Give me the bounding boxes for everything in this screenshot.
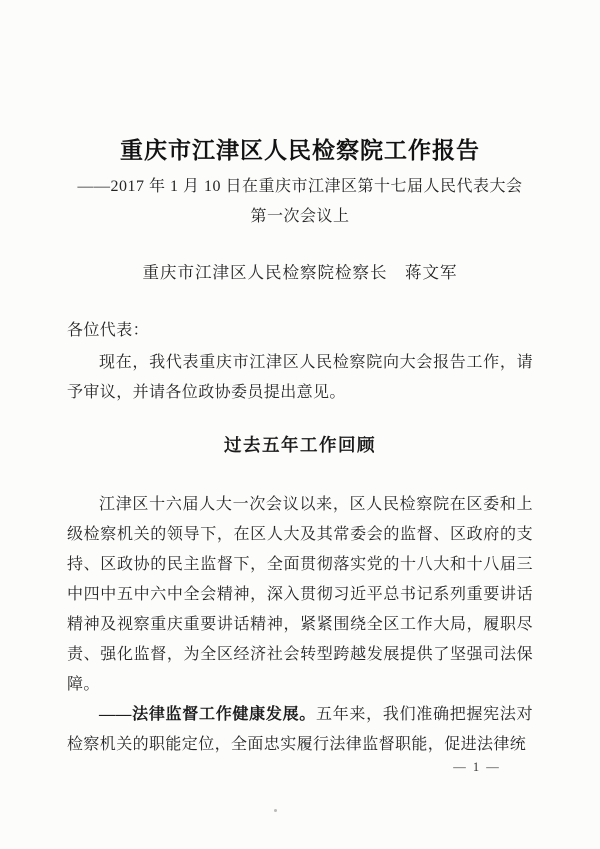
salutation-line: 各位代表： [67,322,150,339]
author-line: 重庆市江津区人民检察院检察长 蒋文军 [142,263,458,282]
intro-paragraph: 现在，我代表重庆市江津区人民检察院向大会报告工作，请予审议，并请各位政协委员提出意见。 [67,354,533,401]
paragraph-2-lead: ——法律监督工作健康发展。 [99,706,316,723]
document-title: 重庆市江津区人民检察院工作报告 [120,138,480,163]
document-content [67,0,533,849]
document-subtitle-line1: ——2017 年 1 月 10 日在重庆市江津区第十七届人民代表大会 [77,178,523,195]
body-paragraph-1: 江津区十六届人大一次会议以来，区人民检察院在区委和上级检察机关的领导下，在区人大及其常委会的监督、区政府的支持、区政协的民主监督下，全面贯彻落实党的十八大和十八届三中四中五中六中全会精神，深入贯彻习近平总书记系列重要讲话精神及视察重庆重要讲话精神，紧紧围绕全区工作大局，履职尽责、强化监督，为全区经济社会转型跨越发展提供了坚强司法保障。 [67,496,533,693]
document-subtitle-line2: 第一次会议上 [250,208,350,225]
page-number: — 1 — [453,760,501,774]
scan-artifact-speck [274,809,277,812]
body-paragraph-2 [67,700,533,760]
section-heading: 过去五年工作回顾 [224,435,376,455]
paragraph-2-rest: 五年来，我们准确把握宪法对检察机关的职能定位，全面忠实履行法律监督职能，促进法律统 [67,706,533,753]
